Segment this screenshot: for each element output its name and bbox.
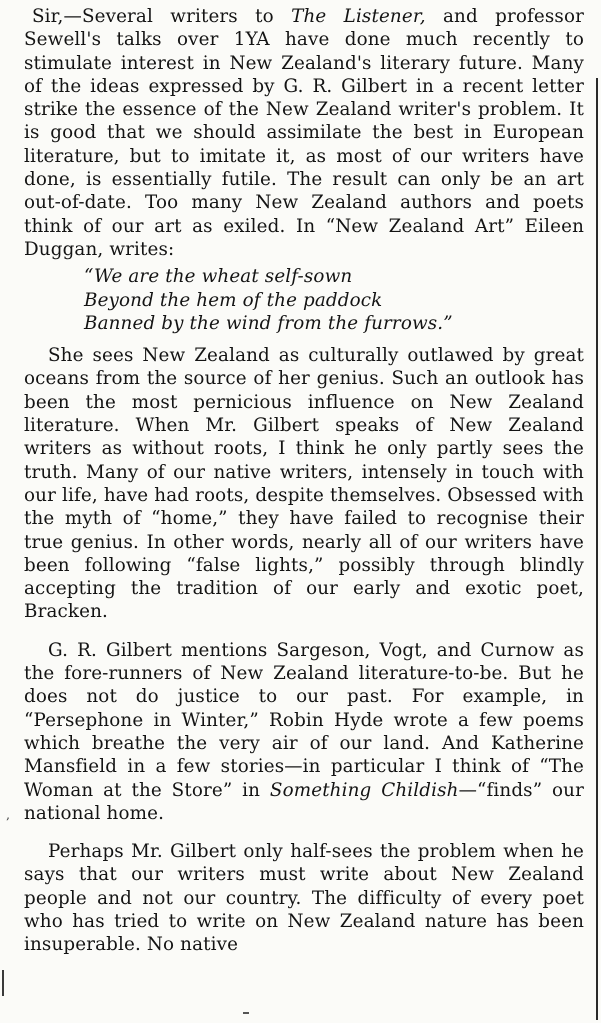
paragraph-3-end: —“finds” our national home. [24, 779, 584, 824]
quoted-poem [84, 265, 584, 335]
poem-line-3: Banned by the wind from the furrows.” [84, 312, 453, 334]
paragraph-3 [24, 639, 584, 825]
column-rule-right [596, 78, 598, 1020]
poem-line-2: Beyond the hem of the paddock [84, 289, 383, 311]
paragraph-2: She sees New Zealand as culturally outlawed by great oceans from the source of her genius. Such an outlook has been the most pernicious influence on New Zealand literature. When Mr. Gilbert speaks of New Zealand writers as without roots, I think he only partly sees the truth. Many of our native writers, intensely in touch with our life, have had roots, despite themselves. Obsessed with the myth of “home,” they have failed to recognise their true genius. In other words, nearly all of our writers have been following “false lights,” possibly through blindly accepting the tradition of our early and exotic poet, Bracken. [24, 345, 584, 623]
paragraph-3-lead: G. R. Gilbert mentions Sargeson, Vogt, and Curnow as the fore-runners of New Zealand literature-to-be. But he does not do justice to our past. For example, in “Persephone in Winter,” Robin Hyde wrote a few poems which breathe the very air of our land. And Katherine Mansfield in a few stories—in particular I think of “The Woman at the Store” in [24, 639, 584, 801]
print-speck [243, 1012, 249, 1014]
book-title: Something Childish [269, 779, 459, 801]
poem-line-1: “We are the wheat self-sown [84, 266, 353, 288]
paragraph-1-body: and professor Sewell's talks over 1YA have done much recently to stimulate interest in New Zealand's literary future. Many of the ideas expressed by G. R. Gilbert in a recent letter strike the essence of the New Zealand writer's problem. It is good that we should assimilate the best in European literature, but to imitate it, as most of our writers have done, is essentially futile. The result can only be an art out-of-date. Too many New Zealand authors and poets think of our art as exiled. In “New Zealand Art” Eileen Duggan, writes: [24, 6, 584, 260]
letter-column [24, 5, 584, 972]
margin-mark: ‚ [6, 808, 10, 822]
paragraph-1-lead: Sir,—Several writers to [32, 6, 292, 27]
paragraph-4: Perhaps Mr. Gilbert only half-sees the problem when he says that our writers must write about New Zealand people and not our country. The difficulty of every poet who has tried to write on New Zealand nature has been insuperable. No native [24, 841, 584, 956]
column-rule-left [2, 970, 4, 996]
paragraph-1 [24, 5, 584, 261]
publication-title: The Listener, [291, 6, 426, 27]
